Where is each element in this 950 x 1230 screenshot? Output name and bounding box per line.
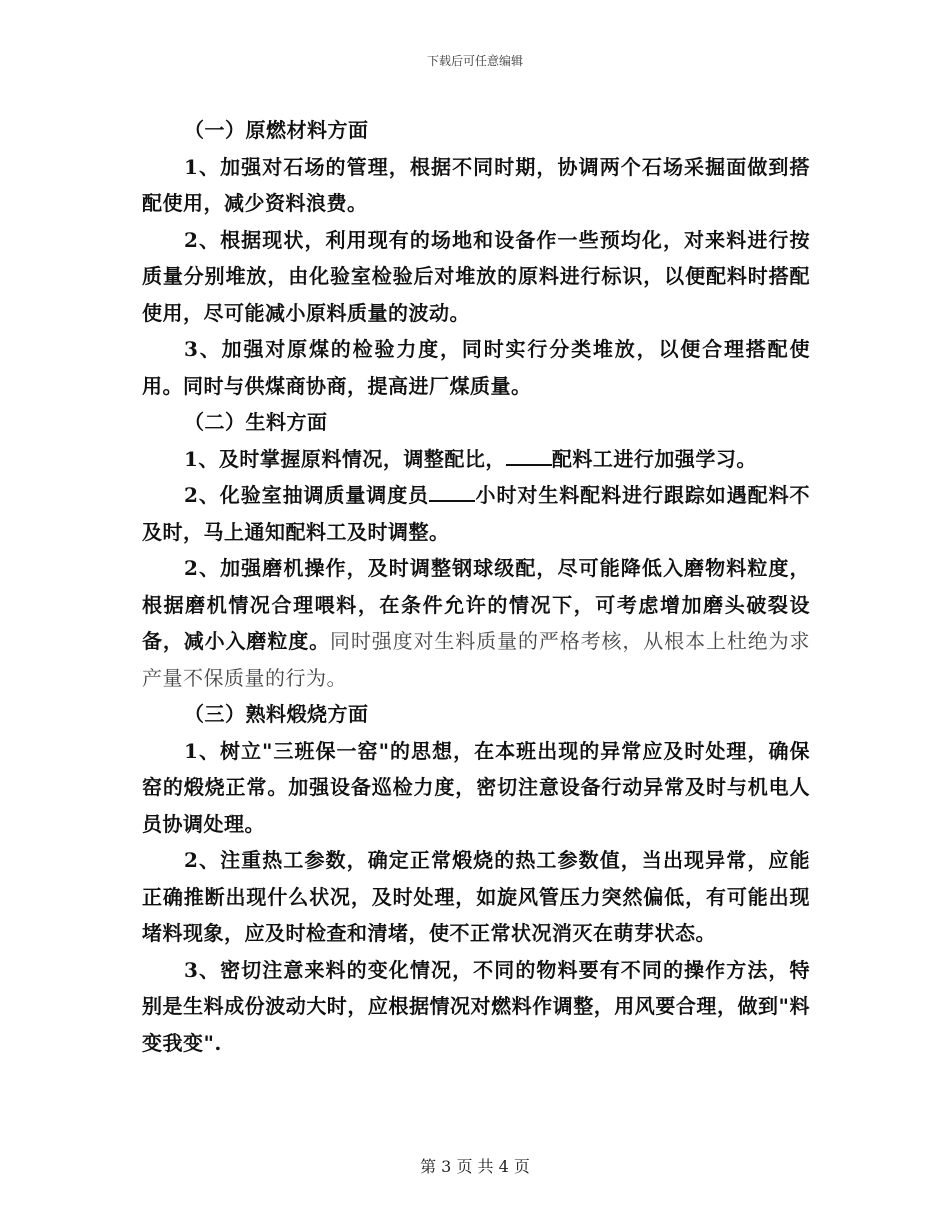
paragraph-quarry-management: 1、加强对石场的管理，根据不同时期，协调两个石场采掘面做到搭配使用，减少资料浪费。 — [142, 154, 810, 215]
paragraph-raw-material-ratio — [142, 441, 810, 478]
section-heading-raw-meal: （二）生料方面 — [184, 410, 328, 434]
text-segment: 2、化验室抽调质量调度员 — [184, 483, 430, 507]
blank-line — [429, 482, 475, 502]
text-segment-light: 同时强度对生料质量的严格考核，从根本上杜绝为求产量不保质量的行为。 — [142, 629, 811, 690]
paragraph-quality-dispatcher — [142, 477, 810, 550]
paragraph-pre-homogenization: 2、根据现状，利用现有的场地和设备作一些预均化，对来料进行按质量分别堆放，由化验室检验后对堆放的原料进行标识，以便配料时搭配使用，尽可能减小原料质量的波动。 — [142, 227, 810, 325]
text-segment: 小时对生料配料进行跟踪如遇配料不及时，马上通知配料工及时调整。 — [142, 483, 810, 544]
paragraph-three-shifts: 1、树立"三班保一窑"的思想，在本班出现的异常应及时处理，确保窑的煅烧正常。加强设备巡检力度，密切注意设备行动异常及时与机电人员协调处理。 — [142, 738, 810, 836]
page-number: 第 3 页 共 4 页 — [420, 1157, 530, 1176]
paragraph-material-changes: 3、密切注意来料的变化情况，不同的物料要有不同的操作方法，特别是生料成份波动大时，应根据情况对燃料作调整，用风要合理，做到"料变我变". — [142, 957, 810, 1055]
blank-line — [506, 446, 552, 466]
text-segment: 2、加强磨机操作，及时调整钢球级配，尽可能降低入磨物料粒度，根据磨机情况合理喂料，在条件允许的情况下，可考虑增加磨头破裂设备，减小入磨粒度。 — [142, 556, 810, 653]
paragraph-mill-operation — [142, 550, 810, 696]
text-segment: 配料工进行加强学习。 — [551, 446, 757, 471]
text-segment: 1、及时掌握原料情况，调整配比， — [184, 446, 506, 471]
section-heading-clinker-calcination: （三）熟料煅烧方面 — [184, 702, 369, 726]
header-note: 下载后可任意编辑 — [426, 54, 523, 68]
paragraph-coal-inspection: 3、加强对原煤的检验力度，同时实行分类堆放，以便合理搭配使用。同时与供煤商协商，提高进厂煤质量。 — [142, 337, 810, 398]
document-body — [142, 112, 810, 1061]
section-heading-raw-materials: （一）原燃材料方面 — [184, 118, 369, 142]
paragraph-thermal-parameters: 2、注重热工参数，确定正常煅烧的热工参数值，当出现异常，应能正确推断出现什么状况，及时处理，如旋风管压力突然偏低，有可能出现堵料现象，应及时检查和清堵，使不正常状况消灭在萌芽状态。 — [142, 848, 810, 945]
